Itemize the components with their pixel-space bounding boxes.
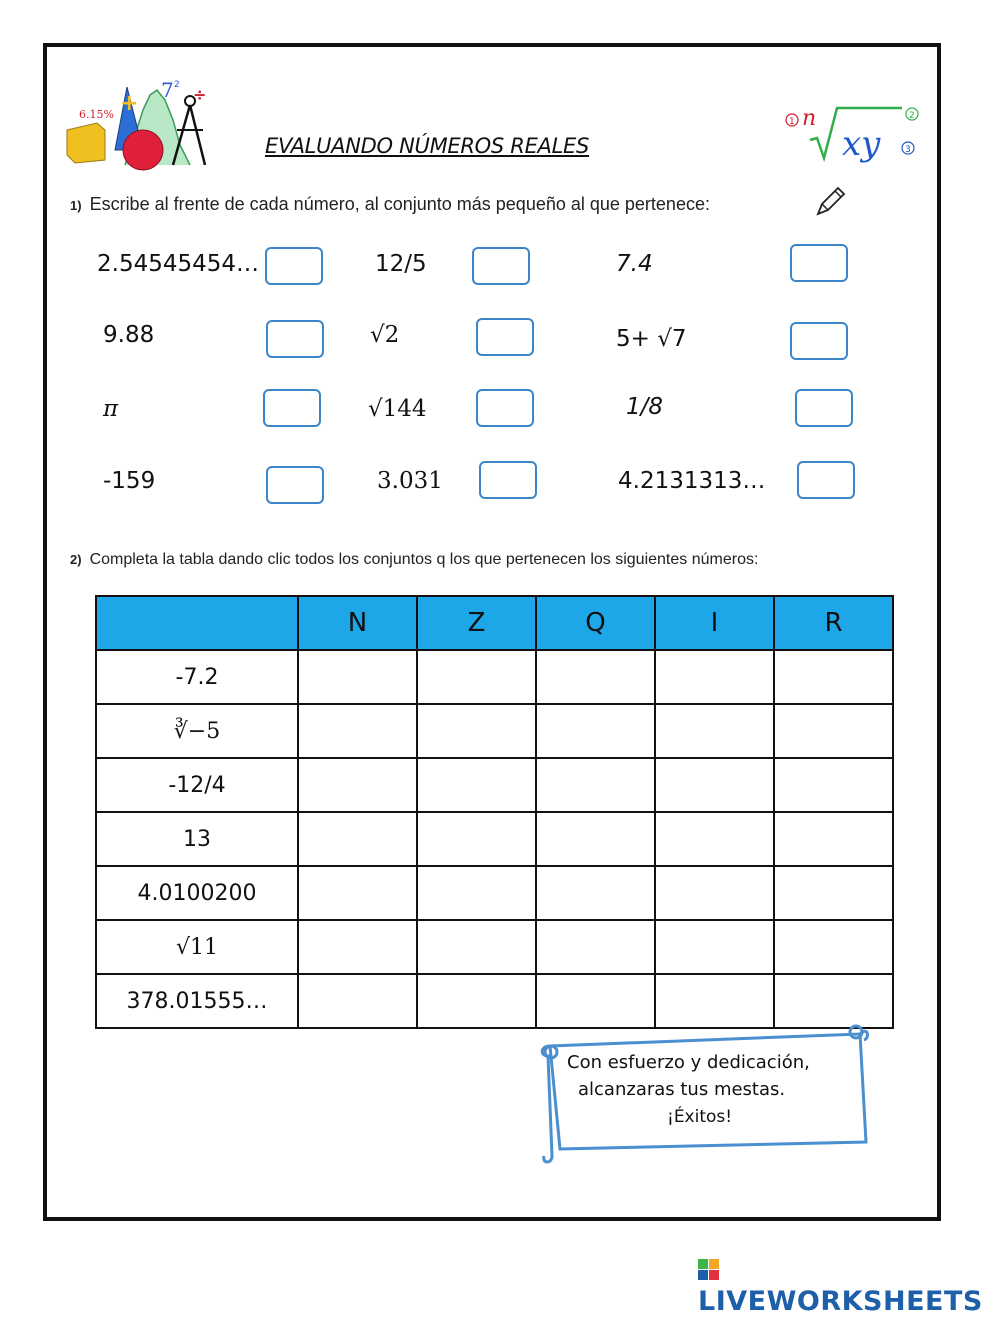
table-cell[interactable] — [774, 758, 893, 812]
table-cell[interactable] — [655, 866, 774, 920]
number-item: 5+ √7 — [616, 326, 687, 352]
sets-table — [95, 595, 894, 1029]
table-row — [96, 812, 893, 866]
table-row — [96, 974, 893, 1028]
table-cell[interactable] — [536, 974, 655, 1028]
svg-text:2: 2 — [909, 111, 915, 121]
table-cell[interactable] — [417, 920, 536, 974]
answer-box[interactable] — [790, 322, 848, 360]
table-header-cell — [96, 596, 298, 650]
table-cell[interactable] — [298, 812, 417, 866]
table-cell[interactable] — [655, 812, 774, 866]
row-label: ∛−5 — [96, 704, 298, 758]
number-item: 4.2131313… — [618, 468, 766, 494]
svg-text:+: + — [120, 91, 139, 116]
table-cell[interactable] — [655, 650, 774, 704]
nth-root-icon — [782, 100, 922, 170]
table-header-cell: I — [655, 596, 774, 650]
svg-text:2: 2 — [174, 80, 180, 90]
table-row — [96, 704, 893, 758]
table-cell[interactable] — [536, 704, 655, 758]
page-title: EVALUANDO NÚMEROS REALES — [265, 134, 590, 158]
table-row — [96, 650, 893, 704]
table-row — [96, 866, 893, 920]
table-cell[interactable] — [536, 920, 655, 974]
table-cell[interactable] — [655, 704, 774, 758]
table-cell[interactable] — [417, 650, 536, 704]
number-item: √144 — [368, 396, 427, 422]
row-label: 378.01555… — [96, 974, 298, 1028]
math-tools-icon — [65, 75, 220, 175]
table-cell[interactable] — [298, 920, 417, 974]
row-label: -7.2 — [96, 650, 298, 704]
number-item: √2 — [370, 322, 400, 348]
table-header-cell: N — [298, 596, 417, 650]
table-cell[interactable] — [417, 974, 536, 1028]
scroll-line-3: ¡Éxitos! — [667, 1107, 733, 1127]
question-2-number: 2) — [70, 552, 82, 567]
question-1-number: 1) — [70, 198, 82, 213]
answer-box[interactable] — [472, 247, 530, 285]
table-cell[interactable] — [655, 920, 774, 974]
number-item: -159 — [103, 468, 156, 494]
table-cell[interactable] — [417, 812, 536, 866]
number-item: 9.88 — [103, 322, 155, 348]
svg-text:1: 1 — [789, 117, 795, 127]
answer-box[interactable] — [266, 320, 324, 358]
answer-box[interactable] — [795, 389, 853, 427]
brand-name: LIVEWORKSHEETS — [698, 1286, 983, 1317]
svg-text:3: 3 — [905, 145, 911, 155]
table-cell[interactable] — [417, 704, 536, 758]
number-item: 7.4 — [616, 251, 653, 277]
number-item: 3.031 — [377, 468, 443, 494]
answer-box[interactable] — [479, 461, 537, 499]
question-2-text: Completa la tabla dando clic todos los conjuntos q los que pertenecen los siguientes números: — [89, 551, 759, 568]
table-cell[interactable] — [774, 812, 893, 866]
svg-text:xy: xy — [842, 124, 881, 164]
table-header-cell: Z — [417, 596, 536, 650]
clip-art-label: 6.15% — [79, 108, 114, 121]
table-cell[interactable] — [774, 920, 893, 974]
table-cell[interactable] — [655, 974, 774, 1028]
table-cell[interactable] — [774, 974, 893, 1028]
pencil-icon — [814, 186, 846, 218]
row-label: -12/4 — [96, 758, 298, 812]
brand-logo — [698, 1255, 1000, 1317]
number-item: 2.54545454… — [97, 251, 260, 277]
question-1 — [70, 194, 710, 215]
table-cell[interactable] — [536, 650, 655, 704]
table-cell[interactable] — [774, 704, 893, 758]
table-cell[interactable] — [536, 866, 655, 920]
row-label: 4.0100200 — [96, 866, 298, 920]
table-cell[interactable] — [298, 650, 417, 704]
svg-text:n: n — [802, 106, 817, 131]
svg-text:÷: ÷ — [193, 85, 207, 104]
answer-box[interactable] — [476, 318, 534, 356]
brand-badge-icon — [698, 1259, 720, 1281]
row-label: 13 — [96, 812, 298, 866]
scroll-line-1: Con esfuerzo y dedicación, — [567, 1052, 810, 1073]
table-cell[interactable] — [298, 974, 417, 1028]
answer-box[interactable] — [476, 389, 534, 427]
table-header-cell: Q — [536, 596, 655, 650]
svg-text:7: 7 — [161, 78, 174, 102]
answer-box[interactable] — [263, 389, 321, 427]
number-item: π — [103, 396, 119, 422]
answer-box[interactable] — [265, 247, 323, 285]
table-header-cell: R — [774, 596, 893, 650]
table-cell[interactable] — [417, 758, 536, 812]
table-cell[interactable] — [536, 812, 655, 866]
table-row — [96, 758, 893, 812]
question-2 — [70, 551, 758, 569]
table-cell[interactable] — [536, 758, 655, 812]
table-header-row — [96, 596, 893, 650]
table-cell[interactable] — [298, 758, 417, 812]
answer-box[interactable] — [790, 244, 848, 282]
table-row — [96, 920, 893, 974]
table-cell[interactable] — [298, 866, 417, 920]
row-label: √11 — [96, 920, 298, 974]
number-item: 12/5 — [375, 251, 427, 277]
answer-box[interactable] — [797, 461, 855, 499]
answer-box[interactable] — [266, 466, 324, 504]
scroll-line-2: alcanzaras tus mestas. — [578, 1079, 786, 1100]
table-cell[interactable] — [417, 866, 536, 920]
table-cell[interactable] — [655, 758, 774, 812]
question-1-text: Escribe al frente de cada número, al conjunto más pequeño al que pertenece: — [89, 194, 710, 214]
number-item: 1/8 — [626, 394, 664, 420]
table-cell[interactable] — [298, 704, 417, 758]
table-cell[interactable] — [774, 866, 893, 920]
table-cell[interactable] — [774, 650, 893, 704]
